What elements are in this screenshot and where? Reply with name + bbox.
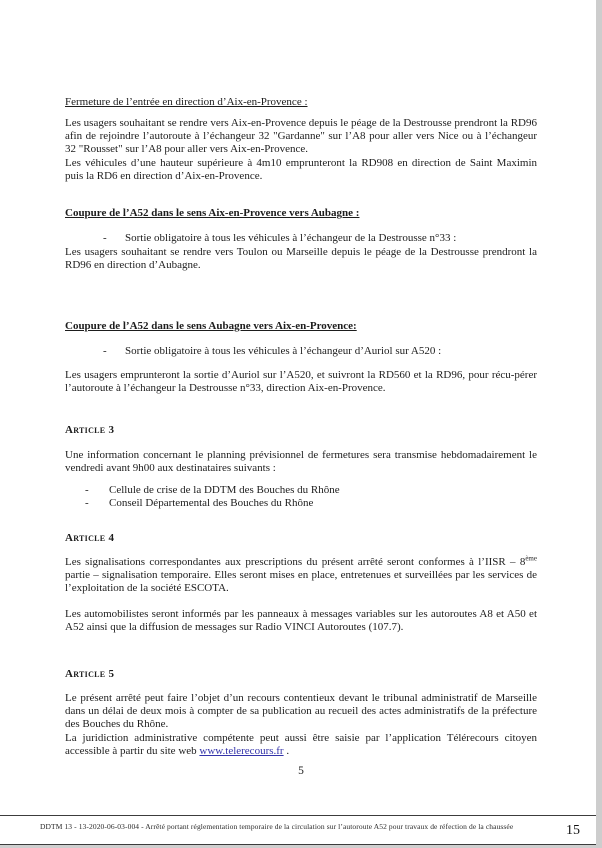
list-item-text: Conseil Départemental des Bouches du Rhône: [109, 497, 314, 510]
article-4-heading: Article 4: [65, 532, 115, 544]
para-automobilistes: Les automobilistes seront informés par les panneaux à messages variables sur les autoroutes A8 et A50 et A52 ainsi que la diffusion de messages sur Radio VINCI Autoroutes (107.7).: [65, 608, 537, 634]
para-juridiction-text: .: [283, 744, 290, 757]
list-item-sortie-auriol: [65, 345, 575, 358]
page-number: 5: [298, 765, 304, 777]
footer-rule-top: [0, 815, 596, 816]
para-signalisations-text: Les signalisations correspondantes aux prescriptions du présent arrêté seront conformes à l’IISR – 8: [65, 556, 526, 568]
para-juridiction-text: La juridiction administrative compétente peut aussi être saisie par l’application Télérecours citoyen accessible à partir du site web: [65, 731, 537, 757]
para-recours-contentieux: Le présent arrêté peut faire l’objet d’un recours contentieux devant le tribunal administratif de Marseille dans un délai de deux mois à compter de sa publication au recueil des actes administratifs de la préfecture des Bouches du Rhône.: [65, 692, 537, 731]
telerecours-link[interactable]: www.telerecours.fr: [199, 744, 284, 757]
section-heading-fermeture: Fermeture de l’entrée en direction d’Aix-en-Provence :: [65, 96, 308, 108]
list-item-conseil-departemental: [65, 497, 537, 510]
footer-page-number: 15: [566, 823, 580, 838]
list-item-cellule-crise: [65, 484, 537, 497]
article-3-heading: Article 3: [65, 424, 115, 436]
list-dash: -: [103, 345, 107, 357]
section-heading-coupure-aix-aubagne: Coupure de l’A52 dans le sens Aix-en-Provence vers Aubagne :: [65, 207, 360, 219]
para-fermeture-usagers: Les usagers souhaitant se rendre vers Aix-en-Provence depuis le péage de la Destrousse prendront la RD96 afin de rejoindre l’autoroute à l’échangeur 32 "Gardanne" sur l’A8 pour aller vers Nice ou à l’échangeur 32 "Rousset" sur l’A8 pour aller vers Aix-en-Provence.: [65, 117, 537, 156]
article-5-heading: Article 5: [65, 668, 115, 680]
para-planning-previsionnel: Une information concernant le planning prévisionnel de fermetures sera transmise hebdomadairement le vendredi avant 9h00 aux destinataires suivants :: [65, 449, 537, 475]
section-heading-coupure-aubagne-aix: Coupure de l’A52 dans le sens Aubagne vers Aix-en-Provence:: [65, 320, 357, 332]
article-5-body: [65, 692, 537, 758]
section-fermeture-body: [65, 117, 537, 183]
para-juridiction: [65, 732, 537, 758]
list-dash: -: [103, 232, 107, 244]
list-item-text: Sortie obligatoire à tous les véhicules à l’échangeur d’Auriol sur A520 :: [125, 345, 442, 357]
list-item-sortie-destrousse: [65, 232, 575, 245]
para-coupure-auriol: Les usagers emprunteront la sortie d’Auriol sur l’A520, et suivront la RD560 et la RD96, pour récu-pérer l’autoroute à l’échangeur la Destrousse n°33, direction Aix-en-Provence.: [65, 369, 537, 395]
superscript-eme: ème: [525, 554, 537, 563]
list-dash: -: [85, 497, 89, 510]
list-item-text: Cellule de crise de la DDTM des Bouches du Rhône: [109, 484, 340, 496]
destinataires-list: [65, 484, 537, 510]
para-signalisations: [65, 556, 537, 596]
para-fermeture-vehicules: Les véhicules d’une hauteur supérieure à 4m10 emprunteront la RD908 en direction de Saint Maximin puis la RD6 en direction d’Aix-en-Provence.: [65, 156, 537, 182]
page-right-edge: [596, 0, 602, 848]
para-coupure-toulon-marseille: Les usagers souhaitant se rendre vers Toulon ou Marseille depuis le péage de la Destrousse prendront la RD96 en direction d’Aubagne.: [65, 246, 537, 272]
para-signalisations-text: partie – signalisation temporaire. Elles seront mises en place, entretenues et surveillées par les services de l’exploitation de la société ESCOTA.: [65, 569, 537, 595]
list-dash: -: [85, 484, 89, 496]
list-item-text: Sortie obligatoire à tous les véhicules à l’échangeur de la Destrousse n°33 :: [125, 232, 457, 244]
footer-reference: DDTM 13 - 13-2020-06-03-004 - Arrêté portant réglementation temporaire de la circulation sur l’autoroute A52 pour travaux de réfection de la chaussée: [40, 822, 514, 831]
